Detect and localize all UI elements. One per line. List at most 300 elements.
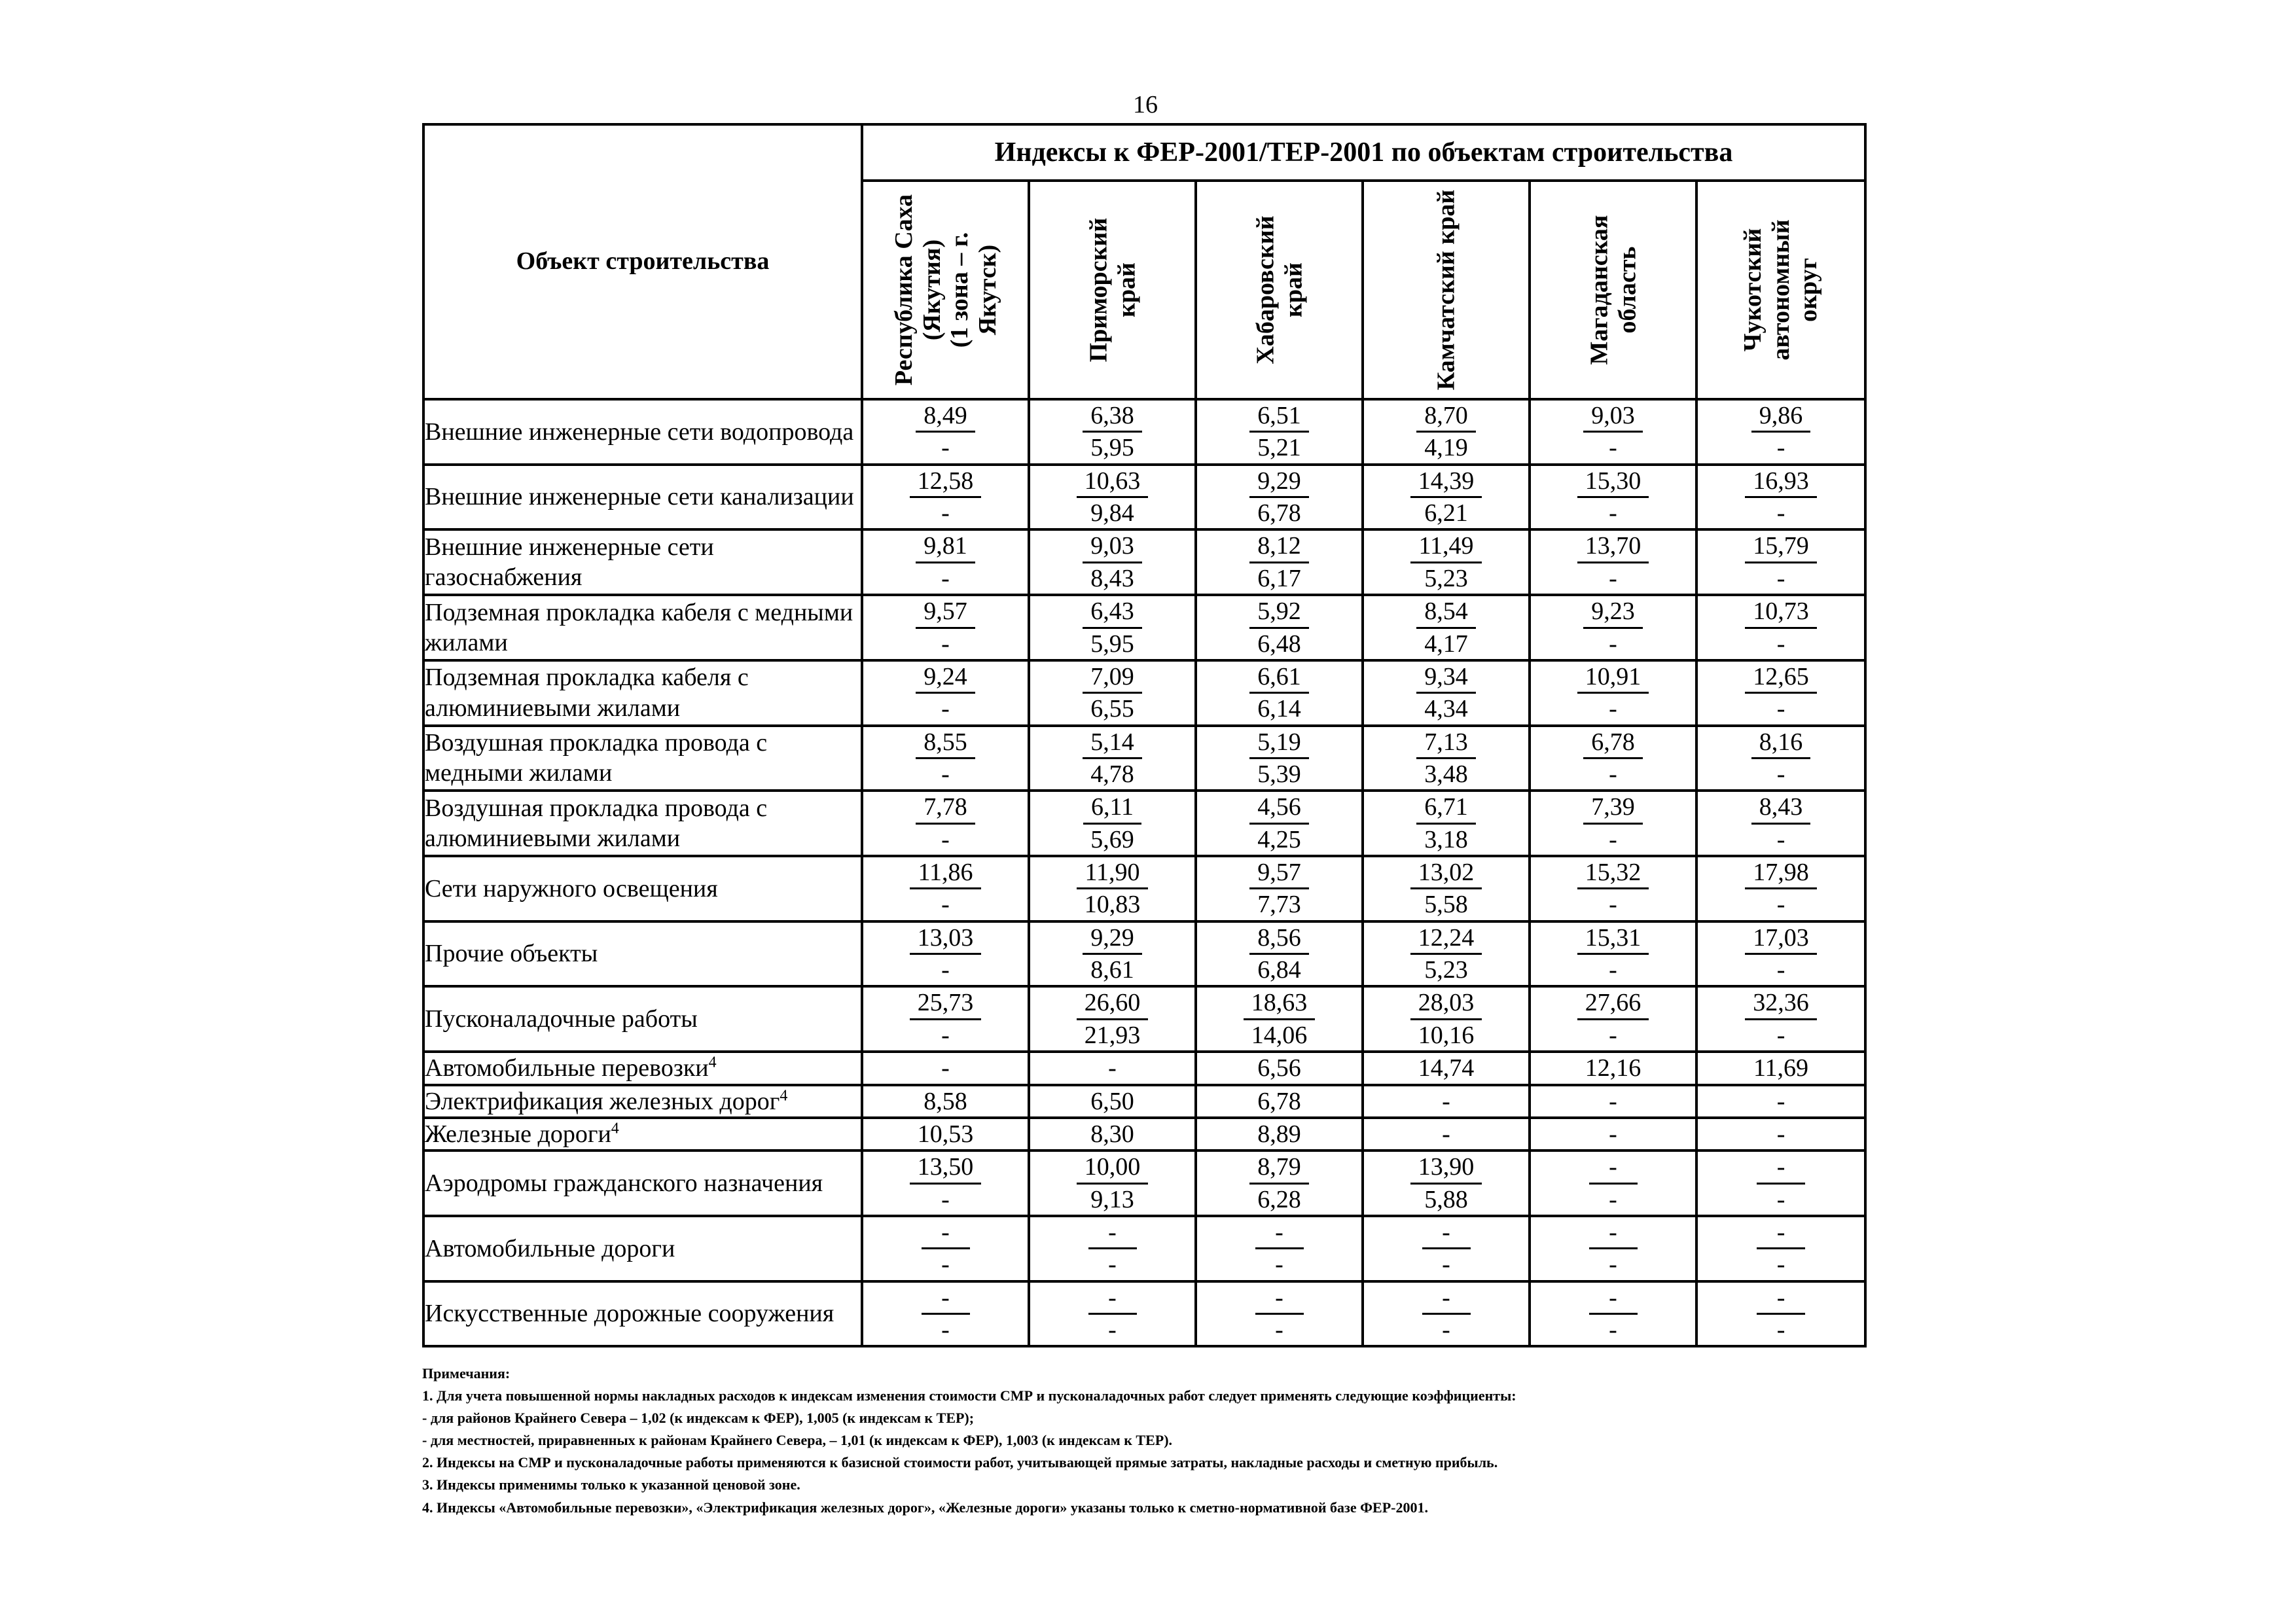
object-name-text: Аэродромы гражданского назначения: [425, 1169, 823, 1197]
note-line: - для районов Крайнего Севера – 1,02 (к индексам к ФЕР), 1,005 (к индексам к ТЕР);: [422, 1410, 975, 1427]
ter-index-value: -: [1275, 1316, 1283, 1344]
ter-index-value: 5,95: [1090, 630, 1134, 658]
fer-index-value: 7,09: [1083, 662, 1142, 694]
ter-index-value: 5,23: [1424, 564, 1468, 592]
fer-index-value: 9,57: [916, 596, 975, 628]
index-cell: [1029, 399, 1196, 465]
index-cell: [1029, 791, 1196, 856]
ter-index-value: -: [1609, 891, 1617, 919]
object-name: [423, 1085, 862, 1118]
ter-index-value: 5,58: [1424, 891, 1468, 919]
index-cell: [1530, 726, 1696, 791]
fer-index-value: -: [1589, 1283, 1638, 1315]
fer-index-value: 6,71: [1416, 792, 1476, 824]
index-cell: [1363, 1150, 1530, 1216]
index-cell: [1696, 986, 1865, 1052]
ter-index-value: -: [1609, 564, 1617, 592]
index-cell: [1029, 529, 1196, 595]
index-cell: [1696, 595, 1865, 660]
ter-index-value: -: [1609, 499, 1617, 527]
fer-index-value: -: [922, 1283, 970, 1315]
index-table: [422, 123, 1867, 1347]
index-cell: [1196, 986, 1363, 1052]
index-cell: [862, 1150, 1029, 1216]
ter-index-value: 8,43: [1090, 564, 1134, 592]
table-row: [423, 1085, 1865, 1118]
ter-index-value: 5,21: [1257, 434, 1301, 462]
ter-index-value: 9,13: [1090, 1185, 1134, 1213]
index-cell: [1196, 660, 1363, 726]
fer-index-value: 8,12: [1249, 531, 1309, 563]
ter-index-value: 10,83: [1084, 891, 1141, 919]
index-cell: [1363, 986, 1530, 1052]
index-cell: [1696, 791, 1865, 856]
ter-index-value: -: [1442, 1316, 1450, 1344]
notes-title: Примечания:: [422, 1365, 511, 1382]
fer-index-value: 11,86: [910, 857, 980, 889]
fer-index-value: -: [1422, 1217, 1471, 1249]
table-row: [423, 1216, 1865, 1281]
index-cell: [1530, 1150, 1696, 1216]
fer-index-value: 9,34: [1416, 662, 1476, 694]
object-name: [423, 465, 862, 530]
fer-index-value: 12,24: [1410, 923, 1482, 955]
fer-index-value: 15,79: [1745, 531, 1817, 563]
ter-index-value: -: [1776, 1021, 1785, 1049]
object-name: [423, 595, 862, 660]
ter-index-value: 4,25: [1257, 825, 1301, 853]
index-value: -: [1609, 1120, 1617, 1148]
ter-index-value: 4,17: [1424, 630, 1468, 658]
fer-index-value: 8,56: [1249, 923, 1309, 955]
index-cell: [862, 529, 1029, 595]
index-cell: [1696, 660, 1865, 726]
fer-index-value: 10,00: [1077, 1152, 1149, 1184]
fer-index-value: 14,39: [1410, 466, 1482, 498]
index-cell: [1530, 399, 1696, 465]
region-header-khabarovsk: Хабаровский край: [1196, 181, 1363, 399]
index-cell: [862, 1216, 1029, 1281]
fer-index-value: 32,36: [1745, 988, 1817, 1020]
table-row: [423, 660, 1865, 726]
table-row: [423, 921, 1865, 987]
note-line: 1. Для учета повышенной нормы накладных расходов к индексам изменения стоимости СМР и пусконаладочных работ следует применять следующие коэффициенты:: [422, 1387, 1516, 1404]
notes: [422, 1363, 1928, 1519]
index-cell: [1363, 726, 1530, 791]
fer-index-value: 6,43: [1083, 596, 1142, 628]
ter-index-value: -: [941, 499, 950, 527]
index-cell: [1029, 1216, 1196, 1281]
index-cell: [1530, 791, 1696, 856]
ter-index-value: 6,14: [1257, 695, 1301, 723]
index-value: -: [1776, 1087, 1785, 1115]
index-cell: [862, 465, 1029, 530]
index-cell: [1196, 921, 1363, 987]
fer-index-value: 15,32: [1577, 857, 1649, 889]
object-name: [423, 1216, 862, 1281]
fer-index-value: 6,51: [1249, 401, 1309, 433]
fer-index-value: 7,13: [1416, 727, 1476, 759]
note-line: 3. Индексы применимы только к указанной ценовой зоне.: [422, 1476, 800, 1493]
ter-index-value: -: [1275, 1251, 1283, 1279]
index-cell: [1363, 529, 1530, 595]
fer-index-value: 17,98: [1745, 857, 1817, 889]
ter-index-value: -: [941, 564, 950, 592]
fer-index-value: 9,03: [1083, 531, 1142, 563]
ter-index-value: -: [1442, 1251, 1450, 1279]
index-cell: [1530, 465, 1696, 530]
index-cell: [1363, 1052, 1530, 1084]
ter-index-value: -: [941, 1251, 950, 1279]
ter-index-value: 4,19: [1424, 434, 1468, 462]
fer-index-value: 5,19: [1249, 727, 1309, 759]
ter-index-value: 5,23: [1424, 956, 1468, 984]
index-cell: [862, 856, 1029, 921]
index-value: 12,16: [1585, 1054, 1641, 1082]
ter-index-value: 3,48: [1424, 760, 1468, 788]
ter-index-value: -: [1776, 564, 1785, 592]
ter-index-value: 5,88: [1424, 1185, 1468, 1213]
index-cell: [1696, 1052, 1865, 1084]
ter-index-value: 6,78: [1257, 499, 1301, 527]
fer-index-value: 7,78: [916, 792, 975, 824]
index-cell: [1196, 1150, 1363, 1216]
table-row: [423, 1052, 1865, 1084]
fer-index-value: 5,14: [1083, 727, 1142, 759]
fer-index-value: 6,61: [1249, 662, 1309, 694]
table-row: [423, 529, 1865, 595]
index-cell: [1530, 1281, 1696, 1347]
fer-index-value: 6,78: [1583, 727, 1643, 759]
object-name-text: Внешние инженерные сети газоснабжения: [425, 533, 714, 592]
fer-index-value: -: [1255, 1217, 1304, 1249]
region-header-chukotka: Чукотский автономный округ: [1696, 181, 1865, 399]
index-cell: [1363, 856, 1530, 921]
ter-index-value: -: [1609, 760, 1617, 788]
fer-index-value: 11,90: [1077, 857, 1147, 889]
index-cell: [1696, 1085, 1865, 1118]
ter-index-value: -: [1776, 1185, 1785, 1213]
fer-index-value: 9,29: [1083, 923, 1142, 955]
fer-index-value: 8,43: [1751, 792, 1811, 824]
ter-index-value: 4,34: [1424, 695, 1468, 723]
ter-index-value: -: [941, 1021, 950, 1049]
table-row: [423, 1150, 1865, 1216]
object-name-text: Искусственные дорожные сооружения: [425, 1300, 834, 1328]
index-cell: [1196, 1085, 1363, 1118]
object-name-text: Подземная прокладка кабеля с алюминиевыми жилами: [425, 664, 749, 722]
index-cell: [1029, 1118, 1196, 1150]
index-cell: [862, 726, 1029, 791]
object-name: [423, 856, 862, 921]
index-cell: [1196, 1118, 1363, 1150]
ter-index-value: -: [1609, 1185, 1617, 1213]
fer-index-value: 28,03: [1410, 988, 1482, 1020]
table-row: [423, 1281, 1865, 1347]
fer-index-value: 8,55: [916, 727, 975, 759]
index-cell: [1363, 1118, 1530, 1150]
index-value: 8,30: [1090, 1120, 1134, 1148]
ter-index-value: -: [1776, 630, 1785, 658]
fer-index-value: 5,92: [1249, 596, 1309, 628]
index-cell: [1363, 595, 1530, 660]
fer-index-value: 13,02: [1410, 857, 1482, 889]
ter-index-value: -: [1776, 891, 1785, 919]
fer-index-value: 13,03: [910, 923, 982, 955]
index-cell: [1196, 1052, 1363, 1084]
object-name: [423, 399, 862, 465]
page-number: 16: [1133, 91, 1158, 118]
fer-index-value: 6,11: [1083, 792, 1141, 824]
index-cell: [1530, 1085, 1696, 1118]
fer-index-value: -: [1757, 1152, 1805, 1184]
object-column-header: Объект строительства: [423, 124, 862, 399]
fer-index-value: 13,50: [910, 1152, 982, 1184]
ter-index-value: -: [1776, 1316, 1785, 1344]
fer-index-value: 9,23: [1583, 596, 1643, 628]
fer-index-value: -: [1088, 1283, 1137, 1315]
index-cell: [1029, 465, 1196, 530]
object-name: [423, 921, 862, 987]
index-value: -: [1108, 1054, 1117, 1082]
ter-index-value: 14,06: [1251, 1021, 1308, 1049]
fer-index-value: 8,16: [1751, 727, 1811, 759]
fer-index-value: 25,73: [910, 988, 982, 1020]
ter-index-value: -: [1776, 695, 1785, 723]
object-name: [423, 529, 862, 595]
fer-index-value: 10,73: [1745, 596, 1817, 628]
index-cell: [862, 1052, 1029, 1084]
fer-index-value: 7,39: [1583, 792, 1643, 824]
fer-index-value: 8,49: [916, 401, 975, 433]
index-cell: [1530, 529, 1696, 595]
fer-index-value: -: [1422, 1283, 1471, 1315]
ter-index-value: 5,95: [1090, 434, 1134, 462]
index-cell: [1363, 921, 1530, 987]
index-value: 10,53: [917, 1120, 974, 1148]
index-value: 11,69: [1753, 1054, 1809, 1082]
index-cell: [862, 921, 1029, 987]
ter-index-value: -: [1108, 1316, 1117, 1344]
index-value: 6,56: [1257, 1054, 1301, 1082]
ter-index-value: -: [1609, 434, 1617, 462]
ter-index-value: 6,28: [1257, 1185, 1301, 1213]
index-cell: [1530, 1216, 1696, 1281]
index-cell: [1029, 1052, 1196, 1084]
index-cell: [1029, 595, 1196, 660]
ter-index-value: 6,55: [1090, 695, 1134, 723]
ter-index-value: -: [1776, 956, 1785, 984]
object-name: [423, 791, 862, 856]
index-cell: [1696, 921, 1865, 987]
index-cell: [1530, 660, 1696, 726]
index-cell: [1029, 986, 1196, 1052]
ter-index-value: 6,84: [1257, 956, 1301, 984]
fer-index-value: 9,03: [1583, 401, 1643, 433]
footnote-marker: 4: [611, 1120, 619, 1137]
index-cell: [1696, 1150, 1865, 1216]
index-cell: [1696, 1281, 1865, 1347]
index-cell: [1530, 856, 1696, 921]
ter-index-value: 6,17: [1257, 564, 1301, 592]
index-cell: [1363, 1085, 1530, 1118]
fer-index-value: -: [1757, 1217, 1805, 1249]
fer-index-value: 27,66: [1577, 988, 1649, 1020]
fer-index-value: -: [1757, 1283, 1805, 1315]
index-value: -: [1609, 1087, 1617, 1115]
fer-index-value: 9,81: [916, 531, 975, 563]
ter-index-value: -: [941, 630, 950, 658]
ter-index-value: -: [941, 825, 950, 853]
index-cell: [1196, 856, 1363, 921]
index-cell: [1363, 791, 1530, 856]
table-row: [423, 726, 1865, 791]
fer-index-value: -: [1255, 1283, 1304, 1315]
region-header-primorsky: Приморский край: [1029, 181, 1196, 399]
ter-index-value: -: [941, 434, 950, 462]
ter-index-value: -: [941, 1316, 950, 1344]
fer-index-value: 17,03: [1745, 923, 1817, 955]
index-value: 6,50: [1090, 1087, 1134, 1115]
fer-index-value: 13,70: [1577, 531, 1649, 563]
index-cell: [1029, 856, 1196, 921]
object-name-text: Пусконаладочные работы: [425, 1005, 698, 1033]
ter-index-value: -: [1776, 1251, 1785, 1279]
object-name-text: Воздушная прокладка провода с медными жилами: [425, 729, 768, 787]
index-cell: [1530, 595, 1696, 660]
index-value: -: [1776, 1120, 1785, 1148]
fer-index-value: 15,30: [1577, 466, 1649, 498]
index-cell: [1029, 1281, 1196, 1347]
ter-index-value: -: [1108, 1251, 1117, 1279]
index-cell: [1530, 921, 1696, 987]
ter-index-value: -: [1609, 695, 1617, 723]
fer-index-value: 16,93: [1745, 466, 1817, 498]
index-cell: [1029, 660, 1196, 726]
index-cell: [1696, 399, 1865, 465]
index-cell: [862, 595, 1029, 660]
fer-index-value: 4,56: [1249, 792, 1309, 824]
object-name: [423, 1150, 862, 1216]
region-header-kamchatka: Камчатский край: [1363, 181, 1530, 399]
index-cell: [1363, 660, 1530, 726]
index-cell: [1029, 726, 1196, 791]
region-header-sakha: Республика Саха (Якутия) (1 зона – г. Якутск): [862, 181, 1029, 399]
table-row: [423, 986, 1865, 1052]
fer-index-value: 12,58: [910, 466, 982, 498]
region-header-magadan: Магаданская область: [1530, 181, 1696, 399]
index-cell: [1530, 986, 1696, 1052]
fer-index-value: 8,54: [1416, 596, 1476, 628]
footnote-marker: 4: [780, 1086, 788, 1104]
index-cell: [862, 1118, 1029, 1150]
index-cell: [1363, 465, 1530, 530]
ter-index-value: -: [1776, 499, 1785, 527]
index-cell: [1196, 529, 1363, 595]
ter-index-value: -: [1776, 825, 1785, 853]
index-cell: [862, 791, 1029, 856]
ter-index-value: -: [1609, 825, 1617, 853]
index-cell: [1196, 1281, 1363, 1347]
index-value: 8,58: [924, 1087, 967, 1115]
index-value: 6,78: [1257, 1087, 1301, 1115]
index-cell: [862, 660, 1029, 726]
index-cell: [1363, 1281, 1530, 1347]
ter-index-value: -: [1776, 760, 1785, 788]
index-cell: [1196, 465, 1363, 530]
object-name-text: Воздушная прокладка провода с алюминиевыми жилами: [425, 794, 768, 853]
ter-index-value: -: [941, 695, 950, 723]
index-cell: [862, 399, 1029, 465]
ter-index-value: -: [941, 956, 950, 984]
ter-index-value: -: [941, 1185, 950, 1213]
table-row: [423, 399, 1865, 465]
index-cell: [862, 1281, 1029, 1347]
index-value: -: [1442, 1120, 1450, 1148]
ter-index-value: 6,21: [1424, 499, 1468, 527]
table-row: [423, 595, 1865, 660]
ter-index-value: 7,73: [1257, 891, 1301, 919]
index-cell: [1196, 1216, 1363, 1281]
fer-index-value: 11,49: [1410, 531, 1481, 563]
ter-index-value: -: [941, 891, 950, 919]
ter-index-value: -: [1776, 434, 1785, 462]
fer-index-value: 13,90: [1410, 1152, 1482, 1184]
fer-index-value: 6,38: [1083, 401, 1142, 433]
index-cell: [1696, 726, 1865, 791]
object-name-text: Внешние инженерные сети водопровода: [425, 418, 854, 446]
object-name: [423, 1118, 862, 1150]
footnote-marker: 4: [708, 1054, 717, 1071]
ter-index-value: 10,16: [1418, 1021, 1475, 1049]
ter-index-value: 9,84: [1090, 499, 1134, 527]
fer-index-value: 8,79: [1249, 1152, 1309, 1184]
fer-index-value: 9,57: [1249, 857, 1309, 889]
table-row: [423, 856, 1865, 921]
note-line: - для местностей, приравненных к районам Крайнего Севера, – 1,01 (к индексам к ФЕР), 1,003 (к индексам к ТЕР).: [422, 1432, 1173, 1449]
index-cell: [862, 986, 1029, 1052]
ter-index-value: 6,48: [1257, 630, 1301, 658]
ter-index-value: -: [1609, 956, 1617, 984]
object-name-text: Прочие объекты: [425, 940, 598, 968]
fer-index-value: 10,63: [1077, 466, 1149, 498]
index-cell: [1530, 1118, 1696, 1150]
table-row: [423, 1118, 1865, 1150]
index-cell: [1029, 1150, 1196, 1216]
index-value: 14,74: [1418, 1054, 1475, 1082]
index-value: -: [941, 1054, 950, 1082]
fer-index-value: 15,31: [1577, 923, 1649, 955]
fer-index-value: -: [1088, 1217, 1137, 1249]
ter-index-value: -: [1609, 1021, 1617, 1049]
index-cell: [1029, 921, 1196, 987]
fer-index-value: -: [1589, 1152, 1638, 1184]
index-cell: [1696, 529, 1865, 595]
ter-index-value: 21,93: [1084, 1021, 1141, 1049]
index-cell: [1196, 399, 1363, 465]
object-name: [423, 1052, 862, 1084]
ter-index-value: 5,69: [1090, 825, 1134, 853]
index-cell: [862, 1085, 1029, 1118]
fer-index-value: 9,86: [1751, 401, 1811, 433]
fer-index-value: 26,60: [1077, 988, 1149, 1020]
index-cell: [1530, 1052, 1696, 1084]
object-name-text: Железные дороги: [425, 1120, 611, 1148]
fer-index-value: 8,70: [1416, 401, 1476, 433]
index-cell: [1696, 1118, 1865, 1150]
note-line: 4. Индексы «Автомобильные перевозки», «Электрификация железных дорог», «Железные дороги» указаны только к сметно-нормативной базе ФЕР-2001.: [422, 1499, 1428, 1516]
index-cell: [1196, 595, 1363, 660]
